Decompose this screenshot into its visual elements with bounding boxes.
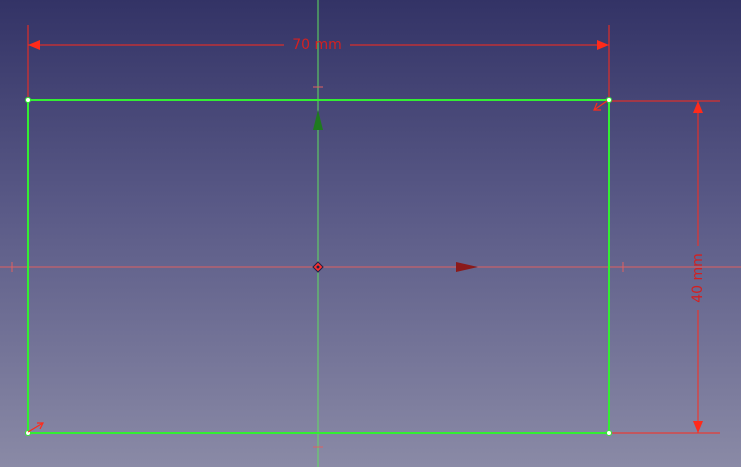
vertex-top-right[interactable] [607,98,612,103]
vertex-top-left[interactable] [26,98,31,103]
height-dimension-label[interactable]: 40 mm [690,253,706,303]
width-dimension-arrow-right [597,40,609,50]
vertex-bottom-right[interactable] [607,431,612,436]
origin-point[interactable] [313,262,323,272]
y-axis-direction-arrow [313,110,323,130]
height-dimension-arrow-top [693,101,703,113]
x-axis-direction-arrow [456,262,478,272]
width-dimension-arrow-left [28,40,40,50]
width-dimension-label[interactable]: 70 mm [292,37,342,53]
height-dimension-arrow-bottom [693,421,703,433]
corner-constraint-arrow-bottom-left [28,423,43,432]
corner-constraint-arrow-top-right [594,101,607,110]
